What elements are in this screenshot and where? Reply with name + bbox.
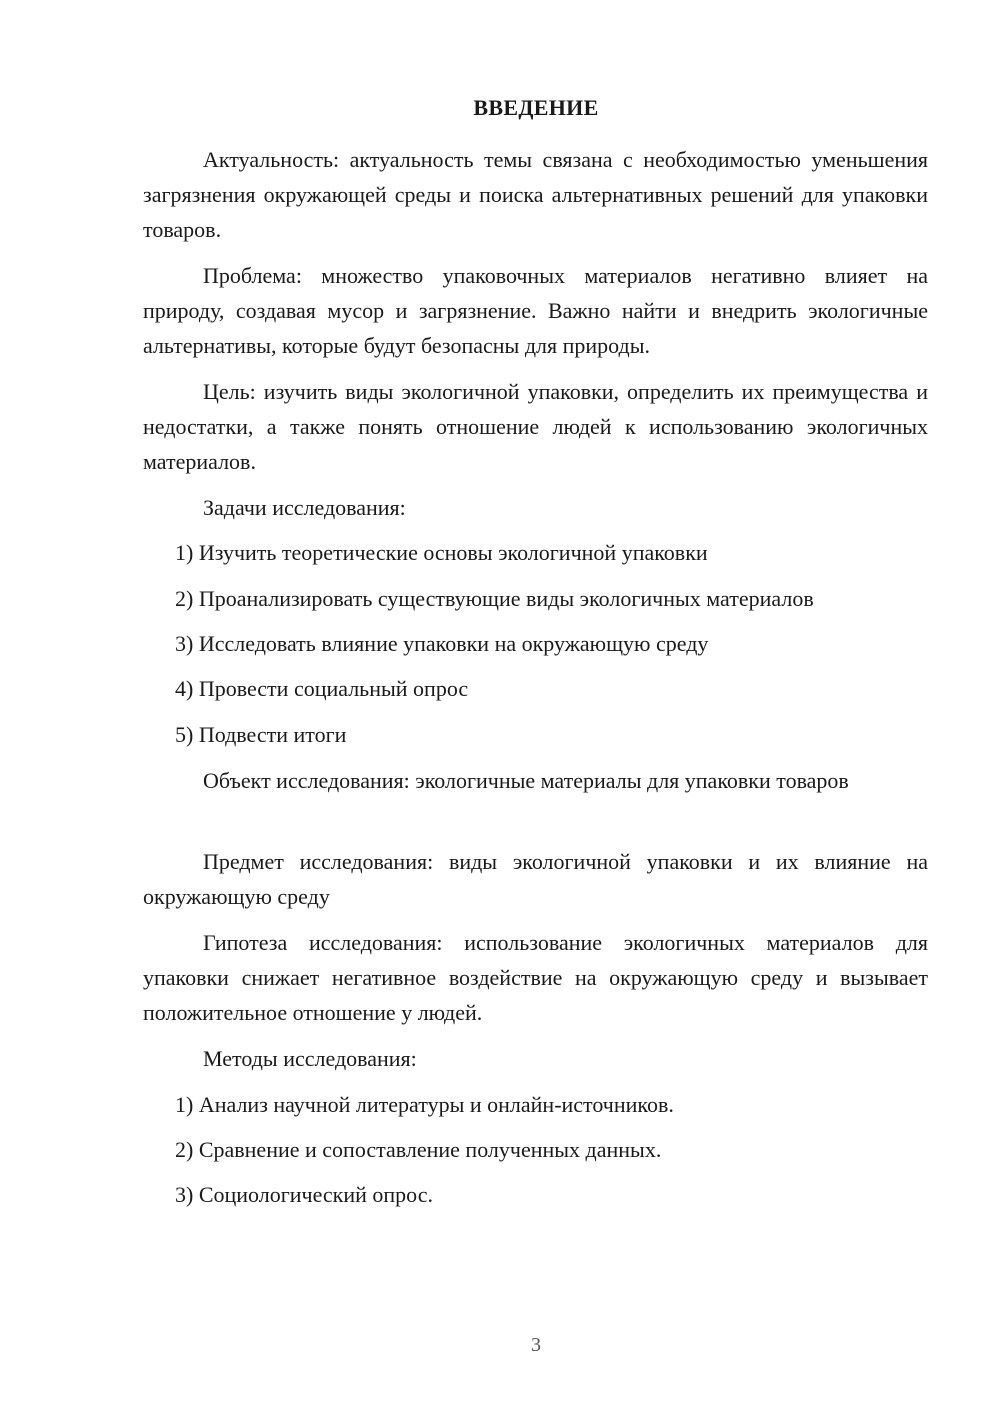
problem-paragraph: Проблема: множество упаковочных материалов негативно влияет на природу, создавая мусор и загрязнение. Важно найти и внедрить экологичные альтернативы, которые будут безопасны для природы. [143,263,928,358]
method-item: 1) Анализ научной литературы и онлайн-источников. [175,1092,674,1117]
section-heading: ВВЕДЕНИЕ [473,95,599,120]
goal-paragraph: Цель: изучить виды экологичной упаковки, определить их преимущества и недостатки, а также понять отношение людей к использованию экологичных материалов. [143,379,928,474]
relevance-paragraph: Актуальность: актуальность темы связана с необходимостью уменьшения загрязнения окружающей среды и поиска альтернативных решений для упаковки товаров. [143,147,928,242]
object-paragraph: Объект исследования: экологичные материалы для упаковки товаров [203,768,849,793]
task-item: 5) Подвести итоги [175,722,347,747]
tasks-label: Задачи исследования: [203,495,406,520]
method-item: 3) Социологический опрос. [175,1182,433,1207]
task-item: 2) Проанализировать существующие виды экологичных материалов [175,586,814,611]
hypothesis-paragraph: Гипотеза исследования: использование экологичных материалов для упаковки снижает негативное воздействие на окружающую среду и вызывает положительное отношение у людей. [143,930,928,1025]
subject-paragraph: Предмет исследования: виды экологичной упаковки и их влияние на окружающую среду [143,849,928,909]
task-item: 4) Провести социальный опрос [175,676,469,701]
task-item: 3) Исследовать влияние упаковки на окружающую среду [175,631,709,656]
methods-label: Методы исследования: [203,1046,417,1071]
page-number: 3 [531,1334,541,1356]
task-item: 1) Изучить теоретические основы экологичной упаковки [175,540,708,565]
method-item: 2) Сравнение и сопоставление полученных данных. [175,1137,662,1162]
